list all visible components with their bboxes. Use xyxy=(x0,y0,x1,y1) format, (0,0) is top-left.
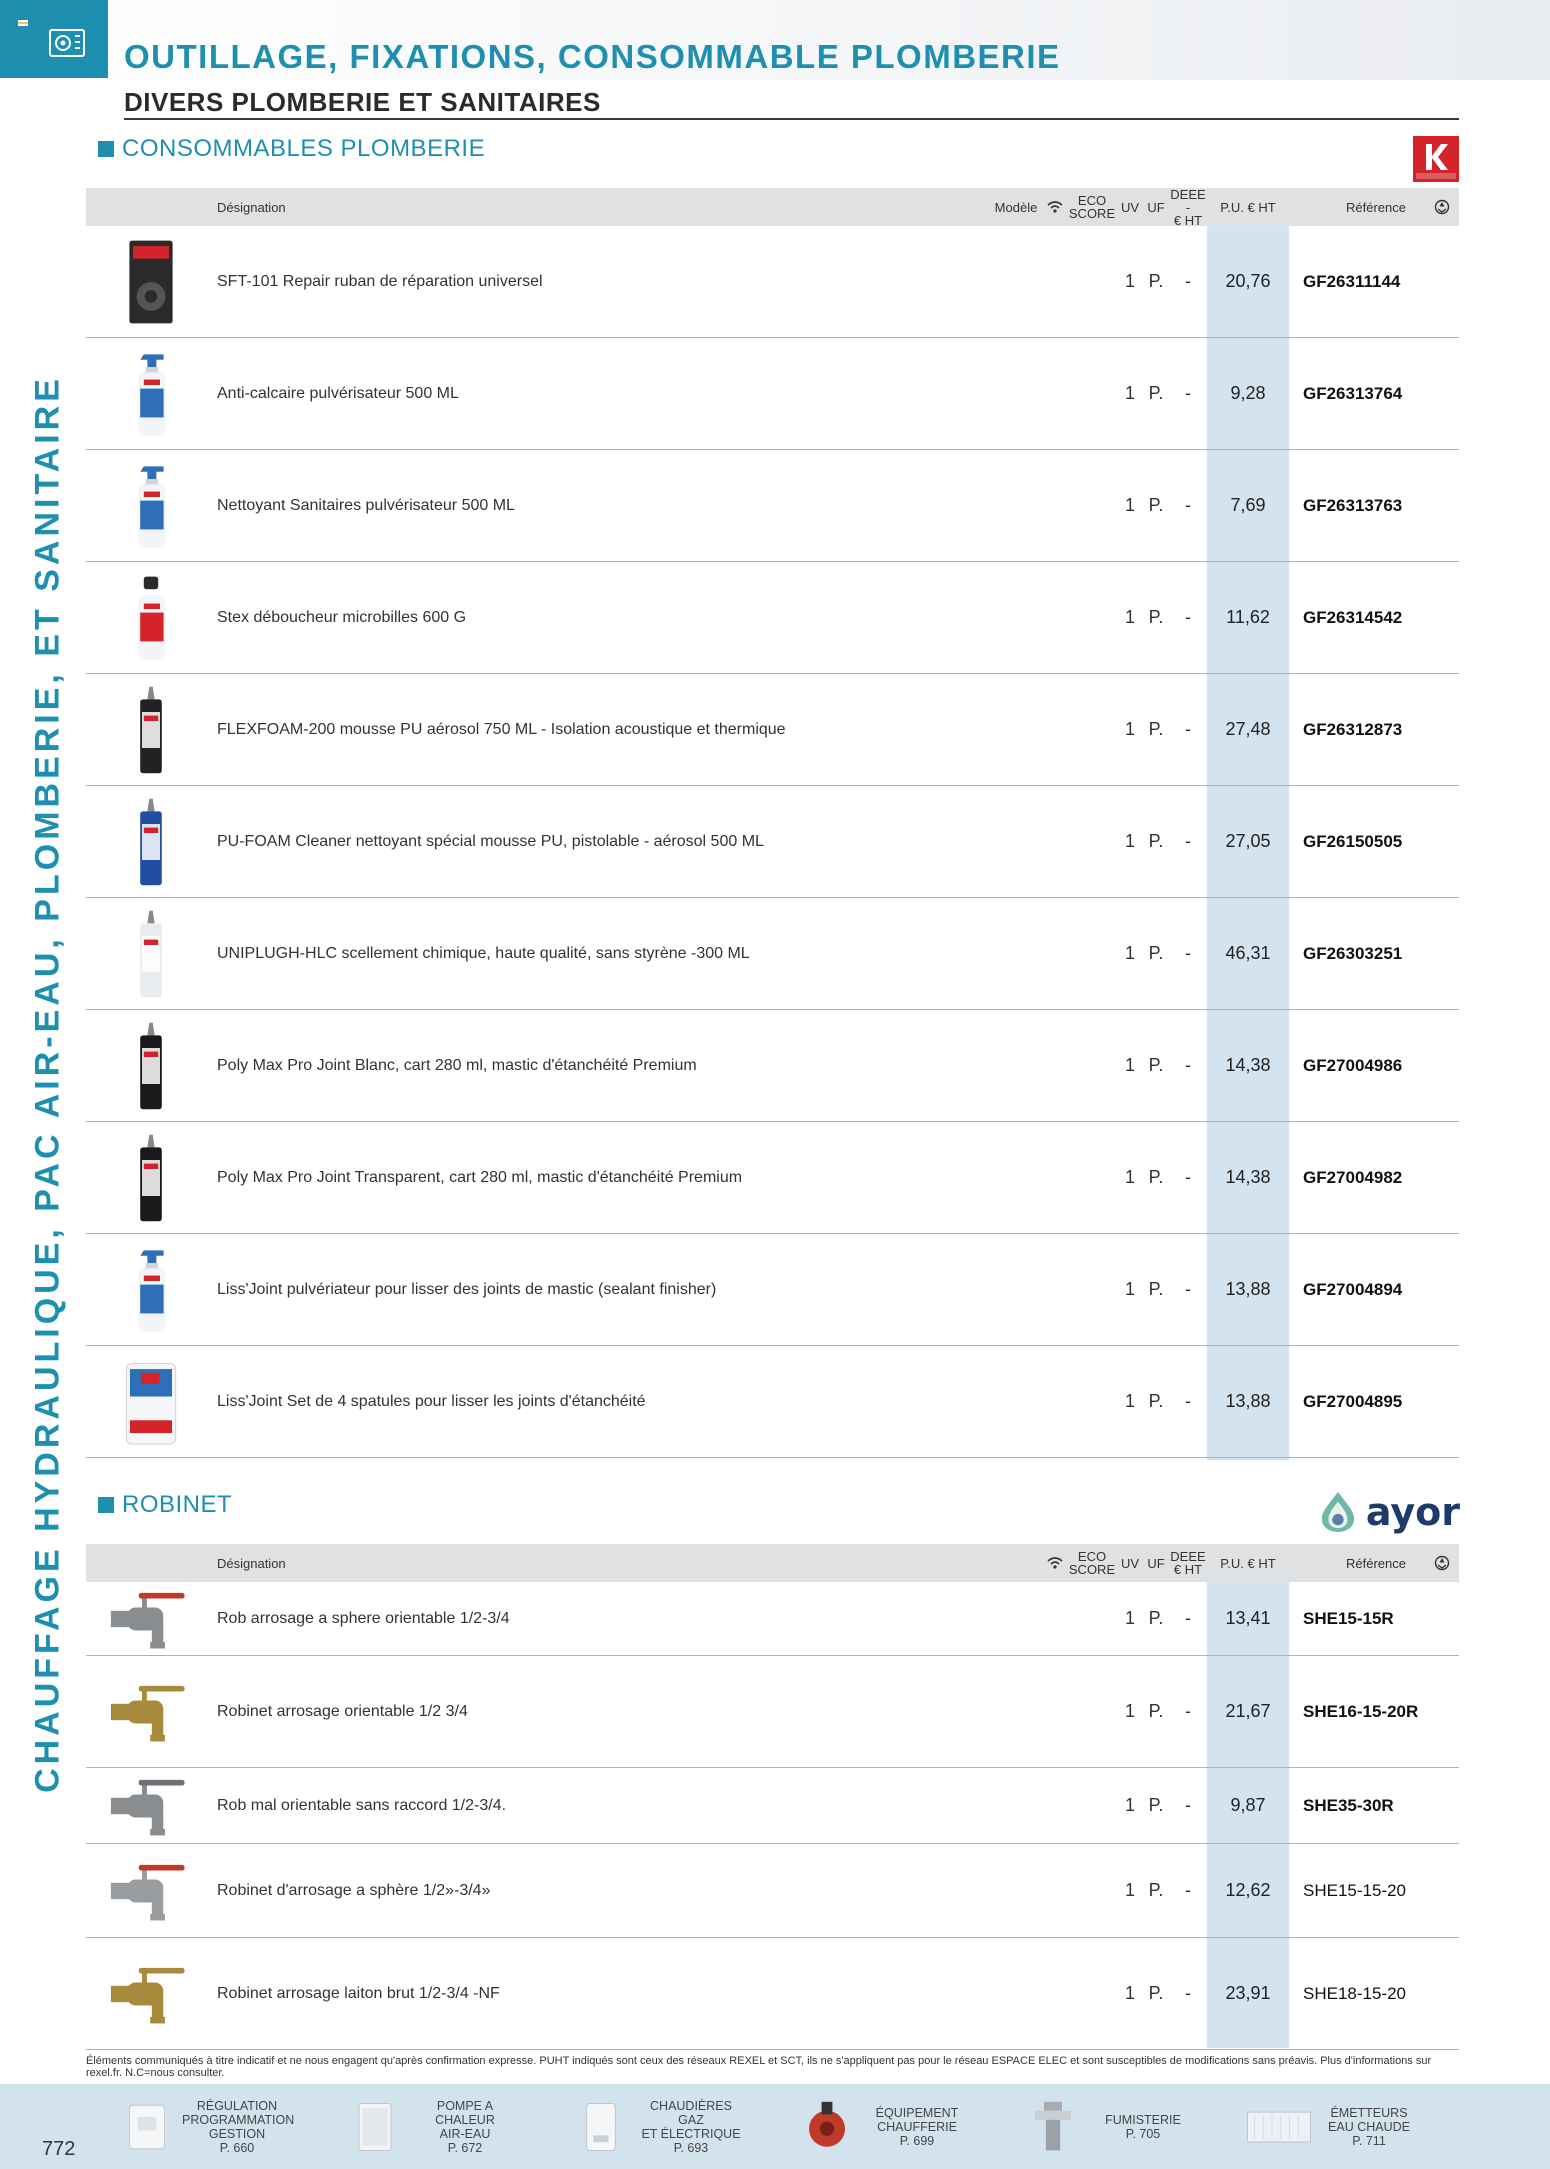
table-header-robinet: Désignation ECO SCORE UV UF DEEE € HT P.U. € HT Référence xyxy=(86,1544,1459,1582)
section-marker xyxy=(98,141,114,157)
deee-value: - xyxy=(1185,1983,1191,2003)
recycle-icon xyxy=(1434,199,1450,215)
product-reference: GF27004986 xyxy=(1303,1055,1403,1075)
product-designation: Robinet arrosage laiton brut 1/2-3/4 -NF xyxy=(217,1984,500,2002)
product-image xyxy=(106,1772,196,1839)
product-image xyxy=(106,1126,196,1229)
unit-price: 27,05 xyxy=(1225,831,1271,851)
unit-price: 20,76 xyxy=(1225,271,1271,291)
category-thumbnail xyxy=(112,2092,182,2162)
table-row xyxy=(86,450,1459,562)
unit-uf: P. xyxy=(1148,1795,1164,1815)
table-row xyxy=(86,1346,1459,1458)
title-divider xyxy=(124,118,1459,120)
table-row xyxy=(86,1010,1459,1122)
unit-price: 9,28 xyxy=(1230,383,1266,403)
unit-price: 9,87 xyxy=(1230,1795,1266,1815)
unit-price: 13,41 xyxy=(1225,1608,1271,1628)
product-reference: SHE16-15-20R xyxy=(1303,1701,1419,1721)
product-reference: SHE18-15-20 xyxy=(1303,1983,1407,2003)
category-label: ÉMETTEURS EAU CHAUDE P. 711 xyxy=(1328,2106,1410,2148)
page-title: OUTILLAGE, FIXATIONS, CONSOMMABLE PLOMBERIE xyxy=(124,38,1061,75)
product-reference: GF26314542 xyxy=(1303,607,1403,627)
unit-uf: P. xyxy=(1148,943,1164,963)
product-designation: Liss'Joint pulvériateur pour lisser des joints de mastic (sealant finisher) xyxy=(217,1280,717,1298)
unit-uv: 1 xyxy=(1124,1167,1135,1187)
section-heading-consommables: CONSOMMABLES PLOMBERIE xyxy=(98,135,485,163)
unit-uf: P. xyxy=(1148,831,1164,851)
product-designation: Poly Max Pro Joint Transparent, cart 280 ml, mastic d'étanchéité Premium xyxy=(217,1168,743,1186)
product-designation: Rob mal orientable sans raccord 1/2-3/4. xyxy=(217,1796,507,1814)
product-image xyxy=(106,454,196,557)
unit-price: 14,38 xyxy=(1225,1055,1271,1075)
category-thumbnail xyxy=(340,2092,410,2162)
product-designation: Robinet d'arrosage a sphère 1/2»-3/4» xyxy=(217,1881,491,1899)
unit-uv: 1 xyxy=(1124,1701,1135,1721)
product-image xyxy=(106,1660,196,1763)
unit-uf: P. xyxy=(1148,1055,1164,1075)
table-row xyxy=(86,1844,1459,1938)
unit-uv: 1 xyxy=(1124,1795,1135,1815)
product-image xyxy=(106,790,196,893)
product-image xyxy=(106,1942,196,2045)
page-number: 772 xyxy=(42,2138,76,2160)
unit-uf: P. xyxy=(1148,1391,1164,1411)
wifi-icon xyxy=(1047,201,1063,213)
table-row xyxy=(86,1582,1459,1656)
product-designation: UNIPLUGH-HLC scellement chimique, haute qualité, sans styrène -300 ML xyxy=(217,944,750,962)
category-label: CHAUDIÈRES GAZ ET ÉLECTRIQUE P. 693 xyxy=(641,2099,741,2155)
product-reference: GF27004895 xyxy=(1303,1391,1403,1411)
deee-value: - xyxy=(1185,1055,1191,1075)
ayor-logo: ayor xyxy=(1318,1486,1460,1538)
product-designation: PU-FOAM Cleaner nettoyant spécial mousse PU, pistolable - aérosol 500 ML xyxy=(217,832,764,850)
category-label: RÉGULATION PROGRAMMATION GESTION P. 660 xyxy=(182,2099,295,2155)
product-image xyxy=(106,1014,196,1117)
unit-price: 14,38 xyxy=(1225,1167,1271,1187)
unit-uf: P. xyxy=(1148,271,1164,291)
category-label: POMPE A CHALEUR AIR-EAU P. 672 xyxy=(435,2099,495,2155)
category-thumbnail xyxy=(1244,2092,1314,2162)
unit-uv: 1 xyxy=(1124,1055,1135,1075)
category-thumbnail xyxy=(792,2092,862,2162)
table-row xyxy=(86,562,1459,674)
water-drop-icon xyxy=(1318,1489,1358,1535)
unit-uf: P. xyxy=(1148,719,1164,739)
category-thumbnail xyxy=(1018,2092,1088,2162)
product-designation: Stex déboucheur microbilles 600 G xyxy=(217,608,467,626)
unit-uf: P. xyxy=(1148,1880,1164,1900)
unit-price: 23,91 xyxy=(1225,1983,1271,2003)
deee-value: - xyxy=(1185,1880,1191,1900)
unit-uv: 1 xyxy=(1124,1608,1135,1628)
unit-uf: P. xyxy=(1148,495,1164,515)
deee-value: - xyxy=(1185,943,1191,963)
unit-uv: 1 xyxy=(1124,607,1135,627)
table-row xyxy=(86,1122,1459,1234)
table-row xyxy=(86,338,1459,450)
unit-uv: 1 xyxy=(1124,719,1135,739)
category-tab xyxy=(0,0,108,78)
product-reference: SHE15-15R xyxy=(1303,1608,1394,1628)
boiler-icon xyxy=(48,28,86,58)
deee-value: - xyxy=(1185,383,1191,403)
product-reference: GF26311144 xyxy=(1303,271,1401,291)
deee-value: - xyxy=(1185,1279,1191,1299)
table-header-consommables: Désignation Modèle ECO SCORE UV UF DEEE - € HT P.U. € HT Référence xyxy=(86,188,1459,226)
wifi-icon xyxy=(1047,1557,1063,1569)
product-designation: Poly Max Pro Joint Blanc, cart 280 ml, mastic d'étanchéité Premium xyxy=(217,1056,697,1074)
product-reference: SHE15-15-20 xyxy=(1303,1880,1407,1900)
product-reference: GF26303251 xyxy=(1303,943,1403,963)
product-image xyxy=(106,902,196,1005)
unit-uf: P. xyxy=(1148,1279,1164,1299)
flag-icon xyxy=(18,20,28,26)
section-heading-robinet: ROBINET xyxy=(98,1491,232,1519)
table-row xyxy=(86,898,1459,1010)
deee-value: - xyxy=(1185,271,1191,291)
table-row xyxy=(86,674,1459,786)
unit-uv: 1 xyxy=(1124,831,1135,851)
category-link[interactable] xyxy=(1018,2092,1198,2162)
legal-footnote: Éléments communiqués à titre indicatif et ne nous engagent qu'après confirmation expresse. PUHT indiqués sont ceux des réseaux REXEL et SCT, ils ne s'appliquent pas pour le réseau ESPACE ELEC et sont susceptibles de modifications sans préavis. Plus d'informations sur rexel.fr. N.C=nous consulter. xyxy=(86,2055,1432,2079)
deee-value: - xyxy=(1185,1391,1191,1411)
unit-uv: 1 xyxy=(1124,1279,1135,1299)
unit-uv: 1 xyxy=(1124,943,1135,963)
product-designation: FLEXFOAM-200 mousse PU aérosol 750 ML - Isolation acoustique et thermique xyxy=(217,720,786,738)
page-subtitle: DIVERS PLOMBERIE ET SANITAIRES xyxy=(124,87,601,117)
category-thumbnail xyxy=(566,2092,636,2162)
unit-uv: 1 xyxy=(1124,1391,1135,1411)
chapter-side-label: CHAUFFAGE HYDRAULIQUE, PAC AIR-EAU, PLOMBERIE, ET SANITAIRE xyxy=(28,375,67,1793)
unit-price: 13,88 xyxy=(1225,1391,1271,1411)
product-image xyxy=(106,1848,196,1933)
unit-uf: P. xyxy=(1148,1167,1164,1187)
section-marker xyxy=(98,1497,114,1513)
product-image xyxy=(106,1238,196,1341)
product-reference: GF26313764 xyxy=(1303,383,1403,403)
category-link[interactable] xyxy=(566,2092,746,2162)
product-image xyxy=(106,566,196,669)
product-image xyxy=(106,1350,196,1453)
product-image xyxy=(106,678,196,781)
table-row xyxy=(86,786,1459,898)
category-link[interactable] xyxy=(1244,2092,1424,2162)
product-designation: SFT-101 Repair ruban de réparation universel xyxy=(217,272,543,290)
product-reference: SHE35-30R xyxy=(1303,1795,1394,1815)
deee-value: - xyxy=(1185,495,1191,515)
unit-uv: 1 xyxy=(1124,271,1135,291)
category-label: FUMISTERIE P. 705 xyxy=(1105,2113,1181,2141)
product-image xyxy=(106,1586,196,1651)
unit-uv: 1 xyxy=(1124,495,1135,515)
table-row xyxy=(86,1938,1459,2050)
griffon-logo xyxy=(1413,136,1459,182)
unit-uf: P. xyxy=(1148,607,1164,627)
product-designation: Liss'Joint Set de 4 spatules pour lisser les joints d'étanchéité xyxy=(217,1392,646,1410)
unit-uf: P. xyxy=(1148,1701,1164,1721)
unit-uf: P. xyxy=(1148,1983,1164,2003)
table-row xyxy=(86,1234,1459,1346)
deee-value: - xyxy=(1185,1701,1191,1721)
product-designation: Rob arrosage a sphere orientable 1/2-3/4 xyxy=(217,1609,510,1627)
category-link[interactable] xyxy=(340,2092,520,2162)
unit-uf: P. xyxy=(1148,383,1164,403)
product-designation: Anti-calcaire pulvérisateur 500 ML xyxy=(217,384,459,402)
unit-price: 13,88 xyxy=(1225,1279,1271,1299)
unit-uf: P. xyxy=(1148,1608,1164,1628)
unit-price: 27,48 xyxy=(1225,719,1271,739)
product-image xyxy=(106,342,196,445)
unit-price: 11,62 xyxy=(1226,607,1270,627)
product-reference: GF27004982 xyxy=(1303,1167,1403,1187)
deee-value: - xyxy=(1185,831,1191,851)
product-reference: GF27004894 xyxy=(1303,1279,1403,1299)
table-row xyxy=(86,226,1459,338)
unit-uv: 1 xyxy=(1124,1880,1135,1900)
product-image xyxy=(106,230,196,333)
product-designation: Nettoyant Sanitaires pulvérisateur 500 ML xyxy=(217,496,515,514)
unit-price: 21,67 xyxy=(1225,1701,1271,1721)
table-row xyxy=(86,1768,1459,1844)
unit-price: 46,31 xyxy=(1225,943,1271,963)
unit-uv: 1 xyxy=(1124,1983,1135,2003)
unit-price: 12,62 xyxy=(1225,1880,1271,1900)
deee-value: - xyxy=(1185,1167,1191,1187)
deee-value: - xyxy=(1185,607,1191,627)
table-row xyxy=(86,1656,1459,1768)
product-reference: GF26150505 xyxy=(1303,831,1403,851)
deee-value: - xyxy=(1185,1608,1191,1628)
product-designation: Robinet arrosage orientable 1/2 3/4 xyxy=(217,1702,468,1720)
product-reference: GF26313763 xyxy=(1303,495,1403,515)
deee-value: - xyxy=(1185,719,1191,739)
product-reference: GF26312873 xyxy=(1303,719,1403,739)
category-link[interactable] xyxy=(112,2092,295,2162)
recycle-icon xyxy=(1434,1555,1450,1571)
category-label: ÉQUIPEMENT CHAUFFERIE P. 699 xyxy=(875,2106,959,2148)
unit-price: 7,69 xyxy=(1230,495,1266,515)
category-link[interactable] xyxy=(792,2092,972,2162)
unit-uv: 1 xyxy=(1124,383,1135,403)
deee-value: - xyxy=(1185,1795,1191,1815)
